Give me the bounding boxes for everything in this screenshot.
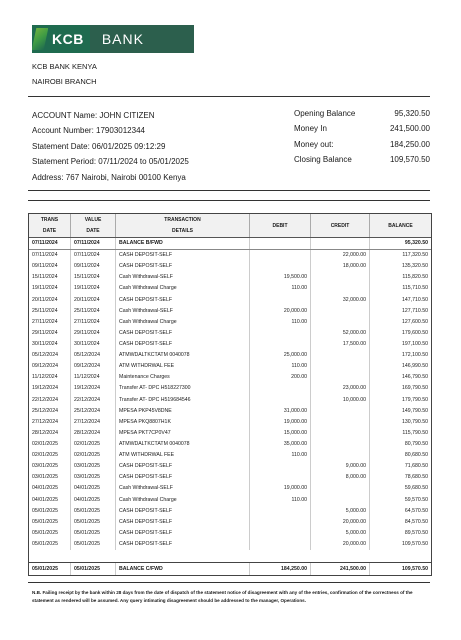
cell-credit	[311, 428, 370, 439]
header-trans-date: TRANS DATE	[29, 214, 71, 237]
cell-credit	[311, 450, 370, 461]
cell-debit	[250, 517, 311, 528]
summary-label: Opening Balance	[294, 109, 356, 118]
cell-debit	[250, 472, 311, 483]
cell-debit	[250, 261, 311, 272]
table-row	[29, 461, 431, 472]
cell-transaction-details: Cash Withdrawal Charge	[116, 283, 250, 294]
cell-transaction-details: Cash Withdrawal-SELF	[116, 272, 250, 283]
cell-value-date: 02/01/2025	[71, 450, 116, 461]
cell-credit	[311, 272, 370, 283]
cell-value-date: 02/01/2025	[71, 439, 116, 450]
cell-balance: 146,790.50	[402, 374, 428, 381]
cell-trans-date: 09/11/2024	[29, 261, 71, 272]
summary-value: 184,250.00	[389, 139, 430, 149]
cell-debit	[250, 461, 311, 472]
cell-credit: 17,500.00	[311, 339, 370, 350]
table-header	[29, 214, 431, 238]
table-row	[29, 261, 431, 272]
cell-trans-date: 19/11/2024	[29, 283, 71, 294]
cell-debit: 19,000.00	[250, 417, 311, 428]
table-row	[29, 272, 431, 283]
cell-balance: 80,680.50	[404, 452, 428, 459]
summary-value: 109,570.50	[389, 155, 430, 165]
cell-transaction-details: CASH DEPOSIT-SELF	[116, 539, 250, 550]
table-row	[29, 483, 431, 494]
table-row	[29, 361, 431, 372]
cell-trans-date: 02/01/2025	[29, 450, 71, 461]
cell-credit: 52,000.00	[311, 328, 370, 339]
cell-value-date: 07/11/2024	[71, 238, 116, 249]
table-row	[29, 406, 431, 417]
summary-row	[294, 121, 430, 136]
cell-trans-date: 22/12/2024	[29, 395, 71, 406]
cell-value-date: 29/11/2024	[71, 328, 116, 339]
cell-trans-date: 28/12/2024	[29, 428, 71, 439]
cell-debit: 110.00	[250, 450, 311, 461]
cell-transaction-details: MPESA PKT7CP0V47	[116, 428, 250, 439]
cell-credit: 9,000.00	[311, 461, 370, 472]
cell-balance: 147,710.50	[402, 296, 428, 303]
kcb-logo-mark-icon	[32, 25, 48, 53]
cell-value-date: 05/01/2025	[71, 517, 116, 528]
cell-value-date: 22/12/2024	[71, 395, 116, 406]
cell-credit: 20,000.00	[311, 539, 370, 550]
cell-credit	[311, 495, 370, 506]
cell-balance: 78,680.50	[404, 474, 428, 481]
cell-debit: 110.00	[250, 283, 311, 294]
cell-balance: 95,320.50	[404, 240, 428, 246]
account-details	[32, 108, 189, 185]
cell-transaction-details: BALANCE B/FWD	[116, 238, 250, 249]
cell-credit: 20,000.00	[311, 517, 370, 528]
cell-debit: 200.00	[250, 372, 311, 383]
cell-debit	[250, 528, 311, 539]
cell-value-date: 03/01/2025	[71, 472, 116, 483]
cell-trans-date: 19/12/2024	[29, 383, 71, 394]
cell-credit	[311, 283, 370, 294]
cell-trans-date: 25/11/2024	[29, 306, 71, 317]
summary-row	[294, 137, 430, 152]
cell-trans-date: 27/11/2024	[29, 317, 71, 328]
cell-debit: 25,000.00	[250, 350, 311, 361]
cell-value-date: 03/01/2025	[71, 461, 116, 472]
cell-debit: 110.00	[250, 317, 311, 328]
cell-balance: 115,820.50	[402, 274, 428, 281]
cell-credit	[311, 306, 370, 317]
cell-credit	[311, 483, 370, 494]
cell-trans-date: 05/12/2024	[29, 350, 71, 361]
table-row	[29, 450, 431, 461]
cell-balance: 84,570.50	[404, 518, 428, 525]
cell-transaction-details: CASH DEPOSIT-SELF	[116, 472, 250, 483]
cell-value-date: 05/01/2025	[71, 506, 116, 517]
cell-value-date: 25/12/2024	[71, 406, 116, 417]
cell-value-date: 15/11/2024	[71, 272, 116, 283]
cell-transaction-details: CASH DEPOSIT-SELF	[116, 328, 250, 339]
cell-trans-date: 03/01/2025	[29, 461, 71, 472]
cell-trans-date: 05/01/2025	[29, 517, 71, 528]
cell-credit: 23,000.00	[311, 383, 370, 394]
cell-credit: 32,000.00	[311, 295, 370, 306]
cell-debit	[250, 238, 311, 249]
transactions-table	[28, 213, 432, 576]
kcb-bank-logo	[32, 25, 194, 53]
cell-debit: 20,000.00	[250, 306, 311, 317]
cell-value-date: 04/01/2025	[71, 495, 116, 506]
table-row	[29, 283, 431, 294]
table-row	[29, 350, 431, 361]
table-row	[29, 417, 431, 428]
cell-debit	[250, 506, 311, 517]
cell-debit	[250, 539, 311, 550]
header-debit: DEBIT	[250, 214, 311, 237]
logo-bank-text: BANK	[90, 25, 194, 53]
cell-balance: 179,600.50	[402, 329, 428, 336]
summary-label: Money out:	[294, 139, 334, 149]
table-body	[29, 238, 431, 550]
statement-note: N.B. Failing receipt by the bank within 28 days from the date of dispatch of the statement notice of disagreement with any of the entries, confirmation of the correctness of the statement as rendered will be assumed. Any query intimating disagreement should be addressed to the manager, Operations.	[32, 590, 413, 603]
cell-balance: 89,570.50	[404, 529, 428, 536]
cell-transaction-details: ATMWDALTKCTATM 0040078	[116, 350, 250, 361]
table-row	[29, 528, 431, 539]
footer-details: BALANCE C/FWD	[116, 563, 250, 575]
table-row	[29, 328, 431, 339]
table-row	[29, 383, 431, 394]
cell-trans-date: 02/01/2025	[29, 439, 71, 450]
account-name: ACCOUNT Name: JOHN CITIZEN	[32, 111, 155, 120]
header-value-date: VALUE DATE	[71, 214, 116, 237]
header-balance: BALANCE	[388, 222, 413, 229]
cell-credit: 5,000.00	[311, 528, 370, 539]
summary-row	[294, 106, 430, 121]
cell-balance: 115,710.50	[402, 285, 428, 292]
table-row	[29, 506, 431, 517]
statement-date: Statement Date: 06/01/2025 09:12:29	[32, 141, 166, 151]
cell-value-date: 25/11/2024	[71, 306, 116, 317]
footer-value-date: 05/01/2025	[71, 563, 116, 575]
cell-balance: 59,570.50	[404, 496, 428, 503]
cell-transaction-details: Cash Withdrawal-SELF	[116, 483, 250, 494]
statement-period: Statement Period: 07/11/2024 to 05/01/2025	[32, 157, 189, 167]
cell-credit: 5,000.00	[311, 506, 370, 517]
cell-balance: 135,320.50	[402, 263, 428, 270]
divider-top	[28, 96, 430, 97]
cell-trans-date: 29/11/2024	[29, 328, 71, 339]
cell-balance: 59,680.50	[404, 485, 428, 492]
cell-value-date: 11/12/2024	[71, 372, 116, 383]
cell-transaction-details: Cash Withdrawal-SELF	[116, 306, 250, 317]
cell-balance: 172,100.50	[402, 352, 428, 359]
cell-trans-date: 05/01/2025	[29, 539, 71, 550]
cell-transaction-details: CASH DEPOSIT-SELF	[116, 506, 250, 517]
footer-credit: 241,500.00	[311, 563, 370, 575]
cell-trans-date: 04/01/2025	[29, 483, 71, 494]
balance-summary	[294, 106, 430, 168]
cell-value-date: 30/11/2024	[71, 339, 116, 350]
cell-transaction-details: MPESA PKP45V8DNE	[116, 406, 250, 417]
table-row	[29, 495, 431, 506]
cell-trans-date: 30/11/2024	[29, 339, 71, 350]
cell-transaction-details: Transfer AT- DPC H519684546	[116, 395, 250, 406]
table-row	[29, 317, 431, 328]
summary-value: 241,500.00	[389, 124, 430, 134]
cell-balance: 197,100.50	[402, 340, 428, 347]
cell-value-date: 09/12/2024	[71, 361, 116, 372]
cell-balance: 109,570.50	[402, 540, 428, 547]
cell-trans-date: 07/11/2024	[29, 250, 71, 261]
cell-credit	[311, 372, 370, 383]
table-row	[29, 517, 431, 528]
cell-debit: 31,000.00	[250, 406, 311, 417]
table-row	[29, 339, 431, 350]
table-row	[29, 395, 431, 406]
cell-trans-date: 09/12/2024	[29, 361, 71, 372]
cell-transaction-details: Cash Withdrawal Charge	[116, 495, 250, 506]
cell-transaction-details: CASH DEPOSIT-SELF	[116, 528, 250, 539]
cell-debit: 110.00	[250, 495, 311, 506]
cell-balance: 117,320.50	[402, 252, 428, 259]
branch-name: NAIROBI BRANCH	[32, 77, 97, 86]
cell-transaction-details: Transfer AT- DPC H518227300	[116, 383, 250, 394]
footer-balance: 109,570.50	[402, 566, 428, 572]
cell-value-date: 19/12/2024	[71, 383, 116, 394]
cell-transaction-details: ATM WITHDRWAL FEE	[116, 450, 250, 461]
cell-value-date: 05/01/2025	[71, 539, 116, 550]
cell-debit: 110.00	[250, 361, 311, 372]
cell-debit: 15,000.00	[250, 428, 311, 439]
cell-credit: 8,000.00	[311, 472, 370, 483]
cell-credit	[311, 406, 370, 417]
cell-debit	[250, 328, 311, 339]
cell-credit	[311, 439, 370, 450]
table-row	[29, 372, 431, 383]
table-row	[29, 238, 431, 250]
cell-credit: 22,000.00	[311, 250, 370, 261]
divider-middle-2	[28, 200, 430, 201]
cell-transaction-details: ATM WITHDRWAL FEE	[116, 361, 250, 372]
cell-trans-date: 27/12/2024	[29, 417, 71, 428]
cell-balance: 179,790.50	[402, 396, 428, 403]
logo-kcb-text: KCB	[48, 25, 90, 53]
account-number: Account Number: 17903012344	[32, 126, 145, 136]
cell-transaction-details: Maintenance Charges	[116, 372, 250, 383]
cell-balance: 169,790.50	[402, 385, 428, 392]
footer-debit: 184,250.00	[250, 563, 311, 575]
cell-transaction-details: Cash Withdrawal Charge	[116, 317, 250, 328]
cell-value-date: 19/11/2024	[71, 283, 116, 294]
cell-value-date: 09/11/2024	[71, 261, 116, 272]
cell-credit	[311, 417, 370, 428]
cell-trans-date: 05/01/2025	[29, 528, 71, 539]
cell-transaction-details: CASH DEPOSIT-SELF	[116, 339, 250, 350]
account-address: Address: 767 Nairobi, Nairobi 00100 Kenya	[32, 172, 186, 182]
cell-transaction-details: ATMWDALTKCTATM 0040078	[116, 439, 250, 450]
table-footer-row	[29, 562, 431, 575]
cell-debit	[250, 250, 311, 261]
cell-debit	[250, 339, 311, 350]
table-row	[29, 439, 431, 450]
cell-transaction-details: CASH DEPOSIT-SELF	[116, 461, 250, 472]
cell-credit: 18,000.00	[311, 261, 370, 272]
cell-transaction-details: CASH DEPOSIT-SELF	[116, 517, 250, 528]
cell-debit: 19,500.00	[250, 272, 311, 283]
cell-trans-date: 15/11/2024	[29, 272, 71, 283]
cell-credit	[311, 238, 370, 249]
header-credit: CREDIT	[311, 214, 370, 237]
divider-bottom	[28, 582, 430, 583]
cell-balance: 149,790.50	[402, 407, 428, 414]
cell-trans-date: 05/01/2025	[29, 506, 71, 517]
cell-value-date: 05/01/2025	[71, 528, 116, 539]
cell-value-date: 04/01/2025	[71, 483, 116, 494]
cell-balance: 115,790.50	[402, 429, 428, 436]
footer-trans-date: 05/01/2025	[29, 563, 71, 575]
cell-transaction-details: CASH DEPOSIT-SELF	[116, 250, 250, 261]
header-transaction-details: TRANSACTION DETAILS	[116, 214, 250, 237]
cell-credit: 10,000.00	[311, 395, 370, 406]
cell-balance: 130,790.50	[402, 418, 428, 425]
bank-name: KCB BANK KENYA	[32, 62, 97, 71]
cell-trans-date: 03/01/2025	[29, 472, 71, 483]
cell-value-date: 07/11/2024	[71, 250, 116, 261]
summary-label: Closing Balance	[294, 155, 352, 165]
table-row	[29, 539, 431, 550]
table-row	[29, 472, 431, 483]
cell-debit	[250, 395, 311, 406]
cell-balance: 127,710.50	[402, 307, 428, 314]
cell-value-date: 05/12/2024	[71, 350, 116, 361]
cell-credit	[311, 361, 370, 372]
cell-value-date: 27/11/2024	[71, 317, 116, 328]
divider-middle	[28, 190, 430, 191]
cell-debit	[250, 295, 311, 306]
table-row	[29, 250, 431, 261]
table-row	[29, 306, 431, 317]
summary-label: Money In	[294, 124, 327, 134]
cell-balance: 80,790.50	[404, 440, 428, 447]
cell-credit	[311, 317, 370, 328]
cell-transaction-details: CASH DEPOSIT-SELF	[116, 261, 250, 272]
cell-trans-date: 25/12/2024	[29, 406, 71, 417]
cell-debit: 35,000.00	[250, 439, 311, 450]
cell-debit: 19,000.00	[250, 483, 311, 494]
cell-balance: 146,990.50	[402, 363, 428, 370]
cell-trans-date: 04/01/2025	[29, 495, 71, 506]
cell-balance: 127,600.50	[402, 318, 428, 325]
cell-debit	[250, 383, 311, 394]
cell-trans-date: 07/11/2024	[29, 238, 71, 249]
cell-value-date: 20/11/2024	[71, 295, 116, 306]
summary-value: 95,320.50	[394, 109, 430, 118]
cell-value-date: 27/12/2024	[71, 417, 116, 428]
cell-balance: 64,570.50	[404, 507, 428, 514]
cell-value-date: 28/12/2024	[71, 428, 116, 439]
cell-trans-date: 20/11/2024	[29, 295, 71, 306]
table-row	[29, 295, 431, 306]
cell-trans-date: 11/12/2024	[29, 372, 71, 383]
cell-transaction-details: CASH DEPOSIT-SELF	[116, 295, 250, 306]
table-row	[29, 428, 431, 439]
summary-row	[294, 152, 430, 167]
cell-credit	[311, 350, 370, 361]
cell-transaction-details: MPESA PKQ8807H1K	[116, 417, 250, 428]
cell-balance: 71,680.50	[404, 463, 428, 470]
